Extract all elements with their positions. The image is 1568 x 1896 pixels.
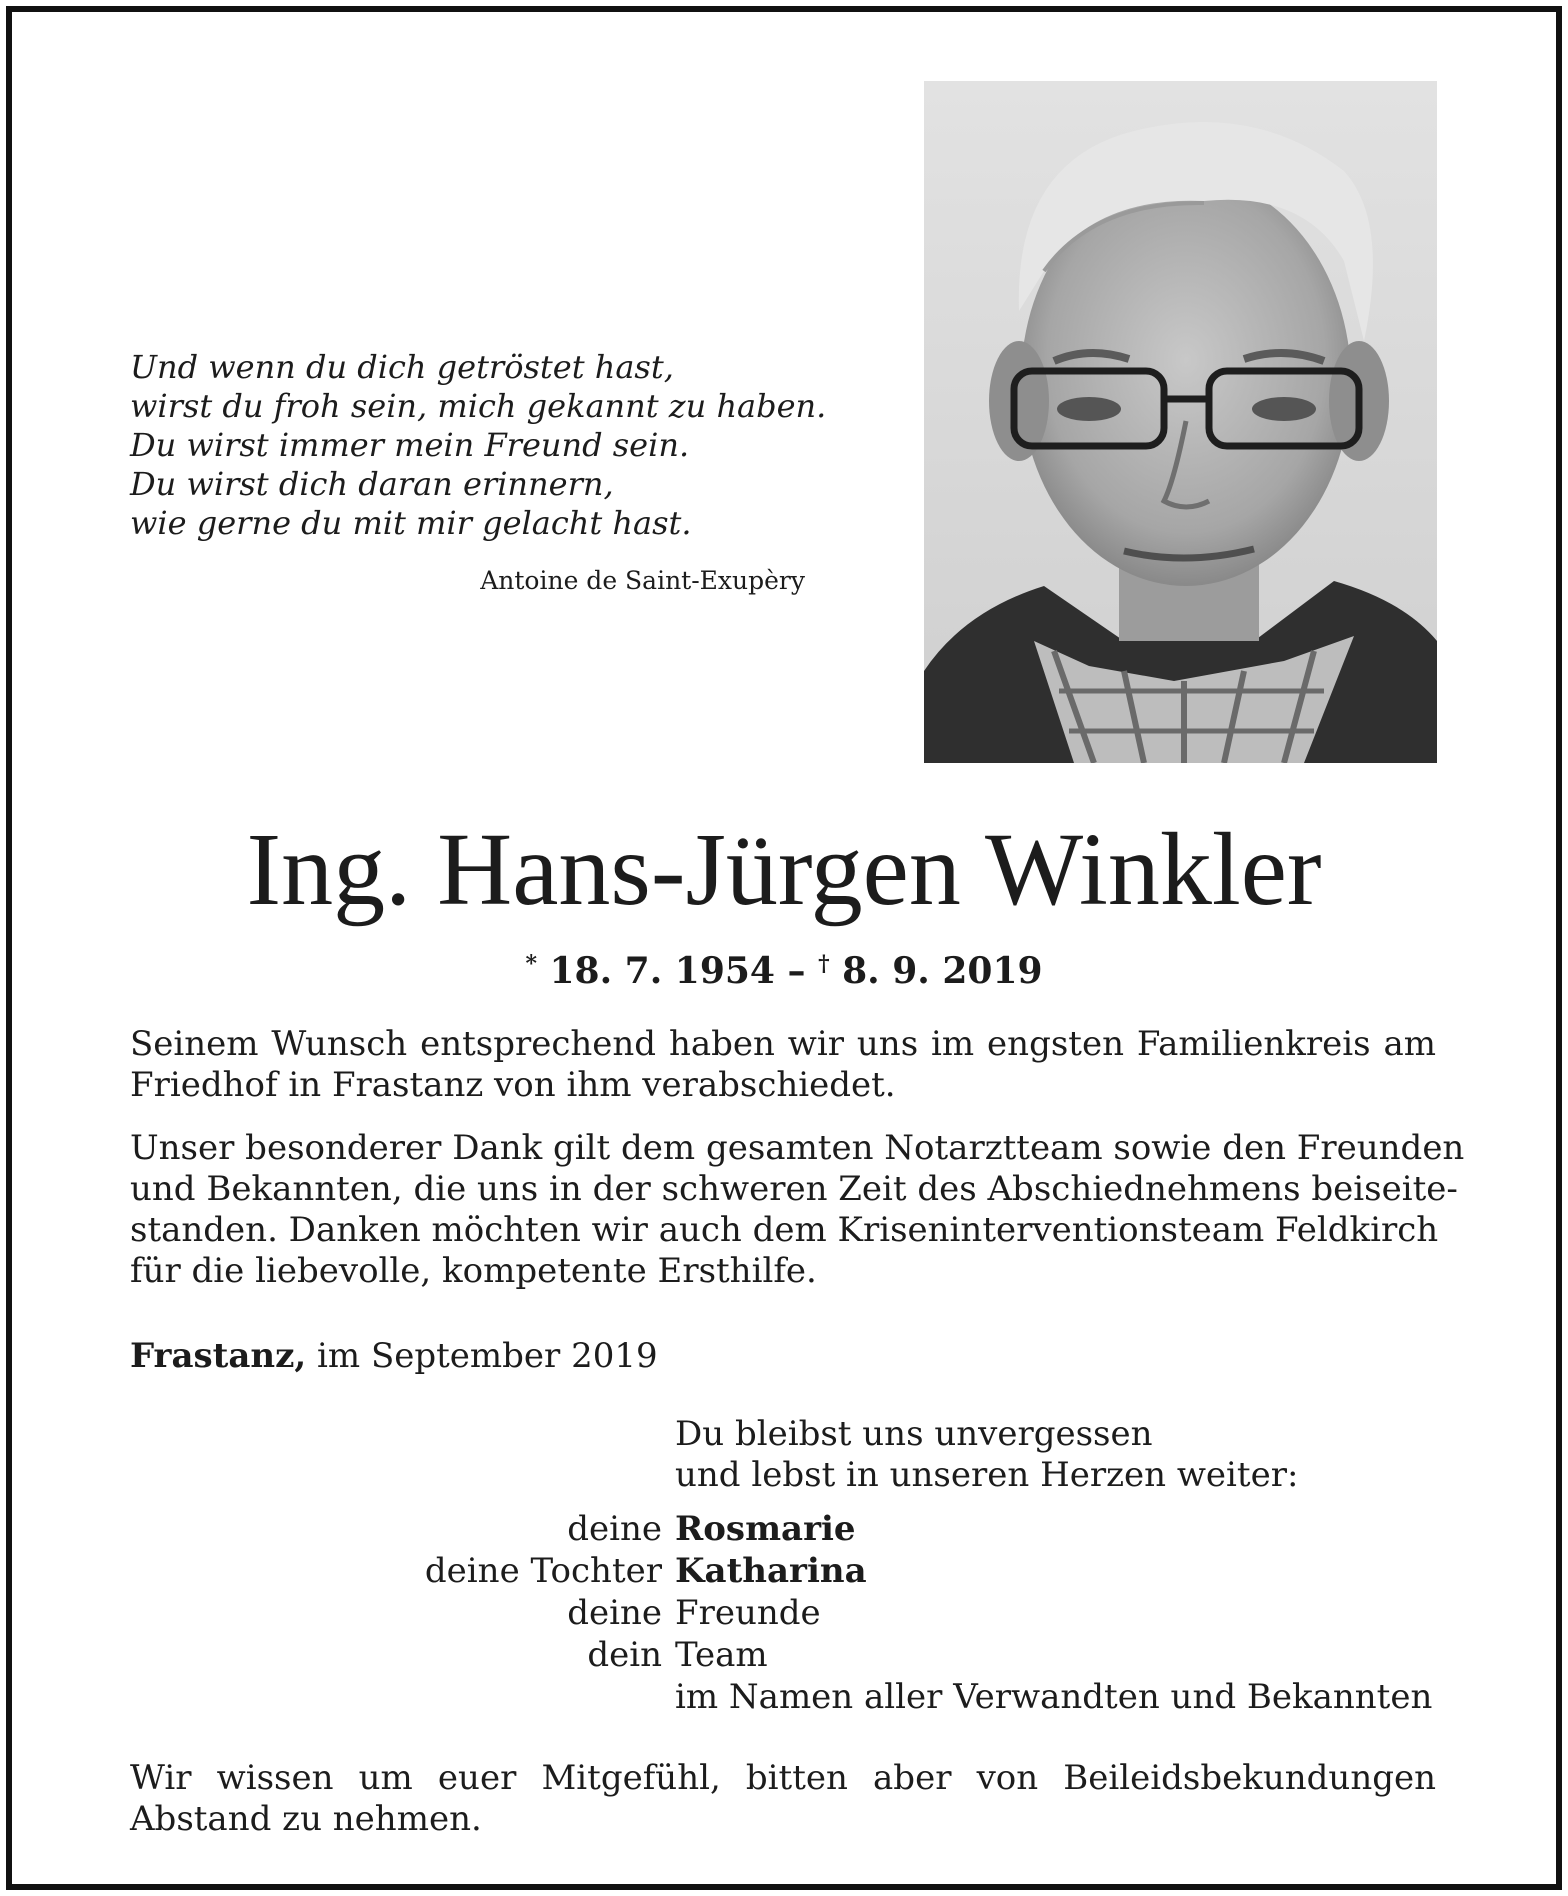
quote-line: Du wirst immer mein Freund sein. <box>130 426 690 464</box>
farewell-paragraph <box>130 1024 1436 1106</box>
portrait-image <box>924 81 1437 763</box>
paragraph-line: Seinem Wunsch entsprechend haben wir uns im engsten Familienkreis am <box>130 1024 1436 1064</box>
quote-line: wirst du froh sein, mich gekannt zu haben. <box>130 387 827 425</box>
mourner-role: dein <box>587 1635 662 1675</box>
quote-line: Und wenn du dich getröstet hast, <box>130 348 674 386</box>
mourner-row <box>0 1592 1568 1634</box>
closing-line: Du bleibst uns unvergessen <box>675 1414 1153 1454</box>
mourner-name: im Namen aller Verwandten und Bekannten <box>675 1677 1433 1717</box>
quote-line: wie gerne du mit mir gelacht hast. <box>130 504 692 542</box>
mourner-name: Freunde <box>675 1593 821 1633</box>
condolence-note <box>130 1758 1436 1840</box>
mourner-name: Katharina <box>675 1551 867 1591</box>
quote-author: Antoine de Saint-Exupèry <box>480 566 805 595</box>
mourner-row <box>0 1508 1568 1550</box>
mourner-name: Team <box>675 1635 768 1675</box>
mourner-role: deine <box>567 1593 662 1633</box>
paragraph-line: und Bekannten, die uns in der schweren Zeit des Abschiednehmens beiseite- <box>130 1169 1458 1209</box>
mourner-row <box>0 1676 1568 1718</box>
closing-line: und lebst in unseren Herzen weiter: <box>675 1455 1299 1495</box>
mourners-list <box>0 1508 1568 1718</box>
place-town: Frastanz, <box>130 1336 307 1376</box>
mourner-row <box>0 1634 1568 1676</box>
quote <box>130 348 826 543</box>
portrait-photo <box>924 81 1437 763</box>
deceased-name: Ing. Hans-Jürgen Winkler <box>246 812 1322 927</box>
paragraph-line: Unser besonderer Dank gilt dem gesamten Notarztteam sowie den Freunden <box>130 1128 1465 1168</box>
quote-line: Du wirst dich daran erinnern, <box>130 465 614 503</box>
date-separator: – <box>774 950 819 992</box>
mourner-role: deine <box>567 1509 662 1549</box>
mourner-role: deine Tochter <box>424 1551 662 1591</box>
place-date <box>130 1336 658 1376</box>
closing-lines <box>675 1414 1298 1496</box>
mourner-row <box>0 1550 1568 1592</box>
death-symbol: † <box>818 951 830 977</box>
birth-date: 18. 7. 1954 <box>549 950 775 992</box>
paragraph-line: Friedhof in Frastanz von ihm verabschiedet. <box>130 1065 896 1105</box>
mourner-name: Rosmarie <box>675 1509 856 1549</box>
paragraph-line: für die liebevolle, kompetente Ersthilfe. <box>130 1251 817 1291</box>
thanks-paragraph <box>130 1128 1465 1292</box>
paragraph-line: standen. Danken möchten wir auch dem Kriseninterventionsteam Feldkirch <box>130 1210 1439 1250</box>
footer-line: Abstand zu nehmen. <box>130 1799 482 1839</box>
life-dates <box>0 950 1568 992</box>
death-date: 8. 9. 2019 <box>842 950 1043 992</box>
footer-line: Wir wissen um euer Mitgefühl, bitten aber von Beileidsbekundungen <box>130 1758 1436 1798</box>
birth-symbol: * <box>525 951 537 977</box>
place-month: im September 2019 <box>306 1336 658 1376</box>
